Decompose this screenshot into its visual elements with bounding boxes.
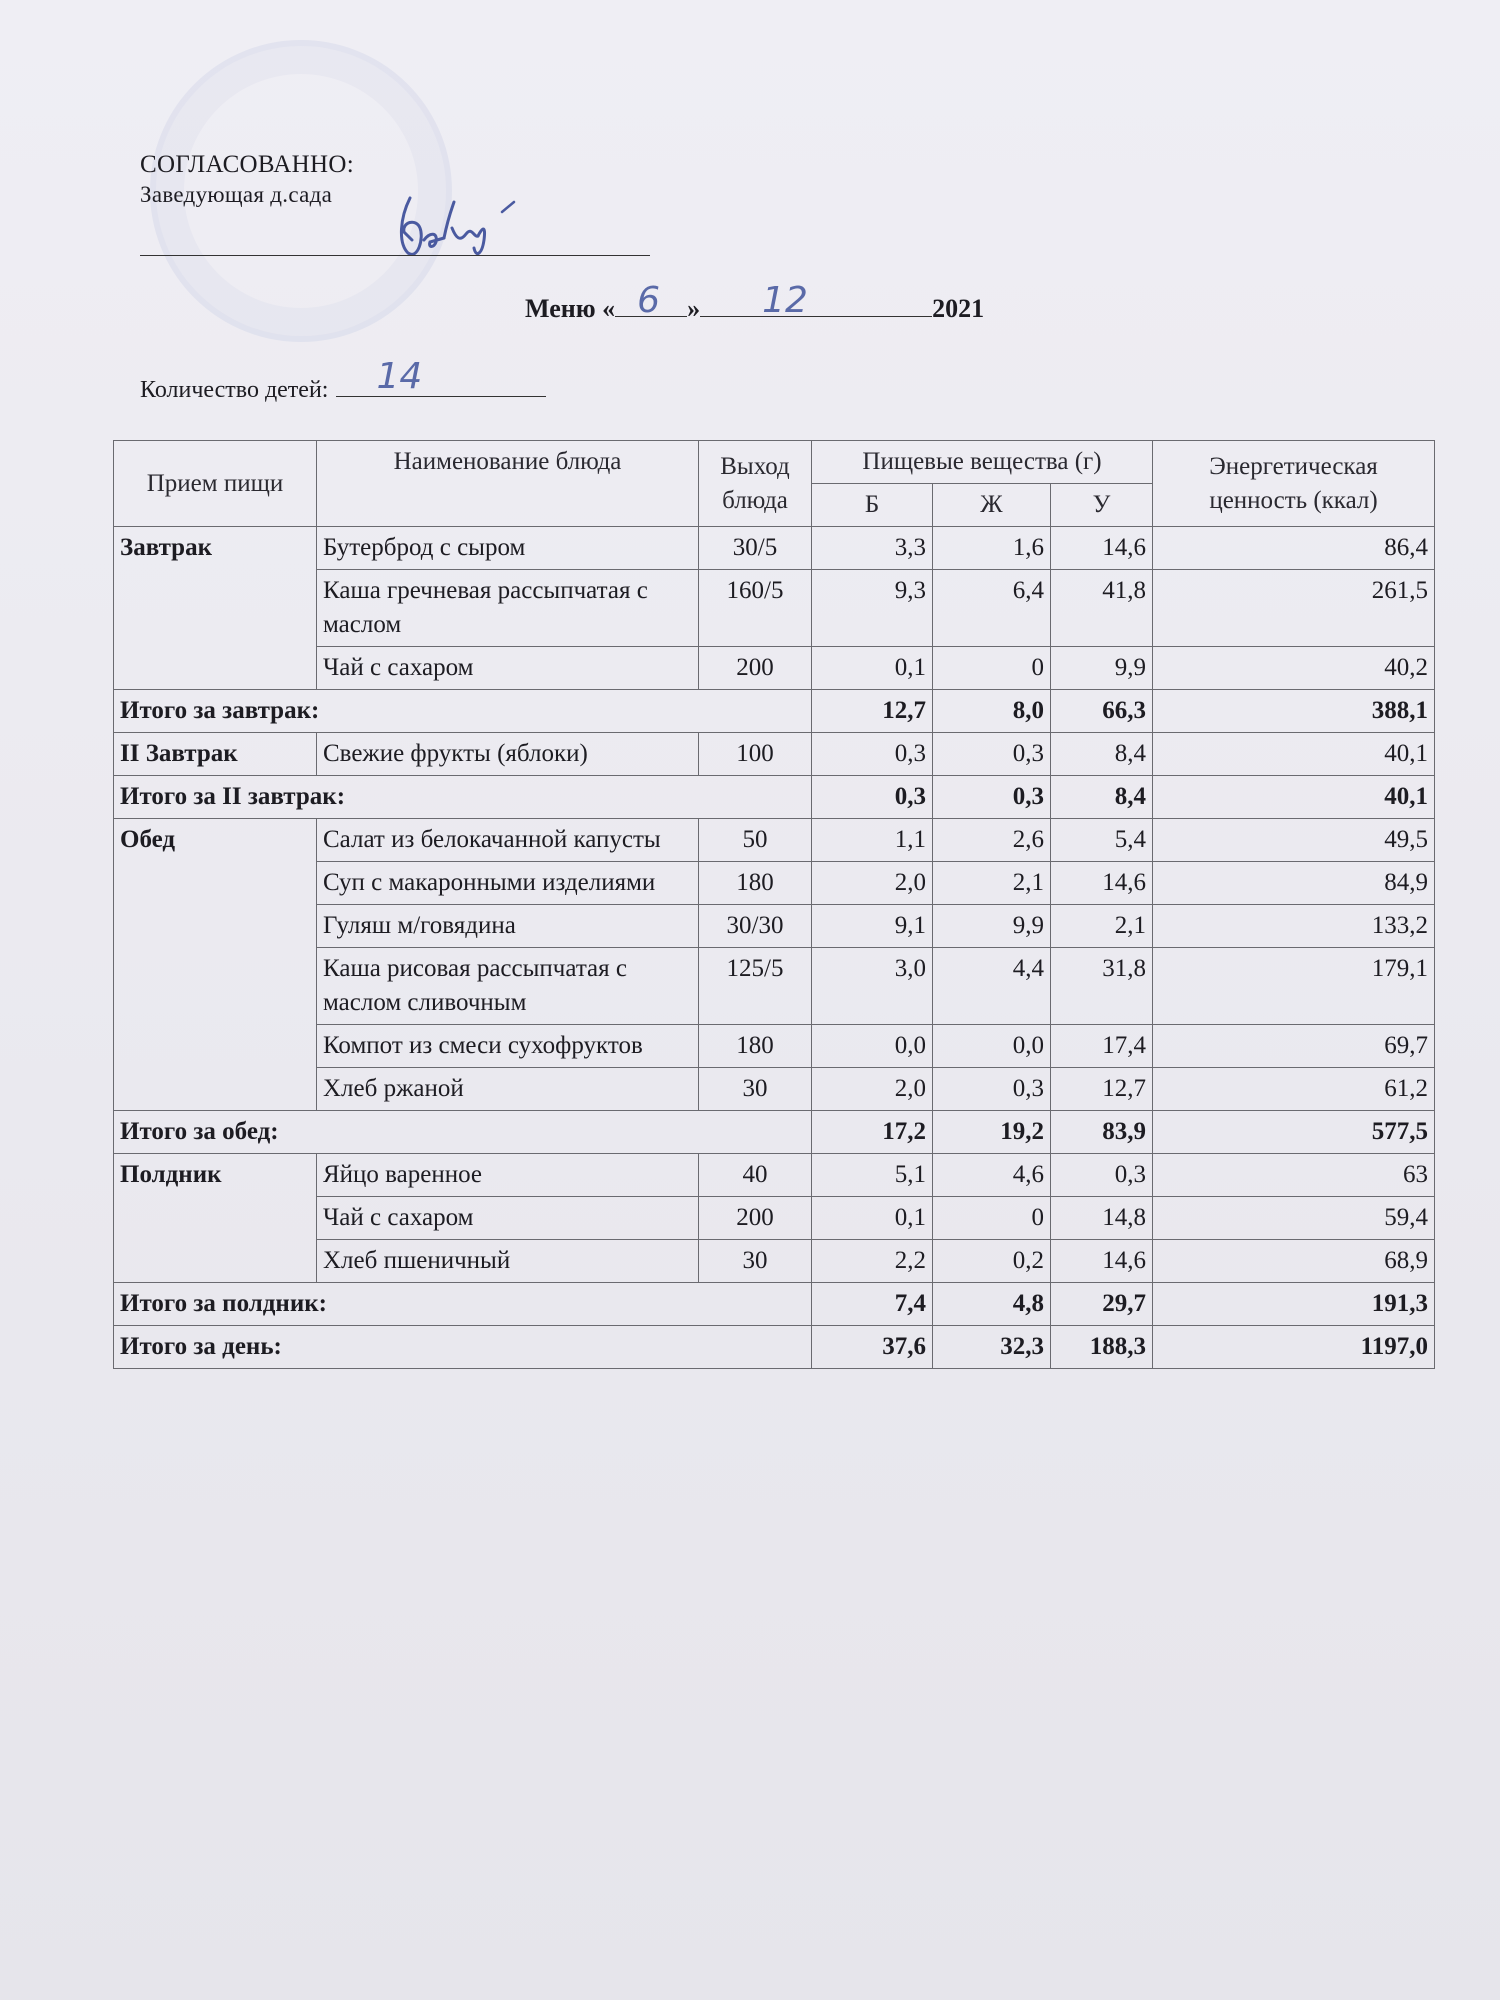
total-b: 12,7 xyxy=(812,690,933,733)
portion-cell: 180 xyxy=(699,862,812,905)
zh-cell: 2,6 xyxy=(933,819,1051,862)
header-row-1 xyxy=(114,441,1435,484)
signature-line xyxy=(140,255,650,256)
dish-cell: Гуляш м/говядина xyxy=(317,905,699,948)
portion-cell: 160/5 xyxy=(699,570,812,647)
total-zh: 19,2 xyxy=(933,1111,1051,1154)
dish-cell: Чай с сахаром xyxy=(317,647,699,690)
col-meal-header: Прием пищи xyxy=(114,441,317,527)
portion-cell: 100 xyxy=(699,733,812,776)
dish-cell: Бутерброд с сыром xyxy=(317,527,699,570)
kcal-cell: 133,2 xyxy=(1153,905,1435,948)
day-total-kcal: 1197,0 xyxy=(1153,1326,1435,1369)
zh-cell: 0 xyxy=(933,647,1051,690)
zh-cell: 6,4 xyxy=(933,570,1051,647)
dish-cell: Салат из белокачанной капусты xyxy=(317,819,699,862)
total-u: 8,4 xyxy=(1051,776,1153,819)
month-value: 12 xyxy=(762,280,808,321)
b-cell: 9,1 xyxy=(812,905,933,948)
dish-cell: Яйцо варенное xyxy=(317,1154,699,1197)
b-cell: 3,3 xyxy=(812,527,933,570)
kcal-cell: 68,9 xyxy=(1153,1240,1435,1283)
total-row-day xyxy=(114,1326,1435,1369)
meal-lunch: Обед xyxy=(114,819,317,1111)
zh-cell: 0,3 xyxy=(933,1068,1051,1111)
total-label: Итого за завтрак: xyxy=(114,690,812,733)
meal-snack: Полдник xyxy=(114,1154,317,1283)
dish-cell: Чай с сахаром xyxy=(317,1197,699,1240)
portion-cell: 200 xyxy=(699,1197,812,1240)
total-u: 83,9 xyxy=(1051,1111,1153,1154)
total-row-second-breakfast xyxy=(114,776,1435,819)
dish-cell: Каша рисовая рассыпчатая с маслом сливочным xyxy=(317,948,699,1025)
total-b: 17,2 xyxy=(812,1111,933,1154)
month-blank xyxy=(700,280,932,321)
b-cell: 2,0 xyxy=(812,1068,933,1111)
children-blank xyxy=(336,356,546,397)
portion-cell: 50 xyxy=(699,819,812,862)
kcal-cell: 61,2 xyxy=(1153,1068,1435,1111)
total-kcal: 40,1 xyxy=(1153,776,1435,819)
dish-cell: Каша гречневая рассыпчатая с маслом xyxy=(317,570,699,647)
u-cell: 17,4 xyxy=(1051,1025,1153,1068)
u-cell: 14,6 xyxy=(1051,862,1153,905)
dish-cell: Суп с макаронными изделиями xyxy=(317,862,699,905)
total-zh: 0,3 xyxy=(933,776,1051,819)
total-kcal: 388,1 xyxy=(1153,690,1435,733)
kcal-cell: 59,4 xyxy=(1153,1197,1435,1240)
u-cell: 41,8 xyxy=(1051,570,1153,647)
total-row-snack xyxy=(114,1283,1435,1326)
total-kcal: 191,3 xyxy=(1153,1283,1435,1326)
table-row xyxy=(114,1154,1435,1197)
title-year: 2021 xyxy=(932,294,985,323)
u-cell: 14,6 xyxy=(1051,527,1153,570)
zh-cell: 0,3 xyxy=(933,733,1051,776)
col-b-header: Б xyxy=(812,484,933,527)
dish-cell: Компот из смеси сухофруктов xyxy=(317,1025,699,1068)
zh-cell: 4,6 xyxy=(933,1154,1051,1197)
day-total-u: 188,3 xyxy=(1051,1326,1153,1369)
total-row-lunch xyxy=(114,1111,1435,1154)
b-cell: 9,3 xyxy=(812,570,933,647)
b-cell: 3,0 xyxy=(812,948,933,1025)
total-row-breakfast xyxy=(114,690,1435,733)
dish-cell: Свежие фрукты (яблоки) xyxy=(317,733,699,776)
zh-cell: 1,6 xyxy=(933,527,1051,570)
total-b: 7,4 xyxy=(812,1283,933,1326)
day-blank xyxy=(615,280,687,321)
zh-cell: 4,4 xyxy=(933,948,1051,1025)
u-cell: 14,8 xyxy=(1051,1197,1153,1240)
signature-image xyxy=(390,188,530,268)
kcal-cell: 63 xyxy=(1153,1154,1435,1197)
b-cell: 0,0 xyxy=(812,1025,933,1068)
u-cell: 31,8 xyxy=(1051,948,1153,1025)
b-cell: 0,1 xyxy=(812,647,933,690)
approved-label: СОГЛАСОВАННО: xyxy=(140,151,354,178)
kcal-cell: 86,4 xyxy=(1153,527,1435,570)
col-zh-header: Ж xyxy=(933,484,1051,527)
kcal-cell: 179,1 xyxy=(1153,948,1435,1025)
zh-cell: 0,0 xyxy=(933,1025,1051,1068)
portion-cell: 180 xyxy=(699,1025,812,1068)
total-b: 0,3 xyxy=(812,776,933,819)
position-label: Заведующая д.сада xyxy=(140,182,333,207)
dish-cell: Хлеб пшеничный xyxy=(317,1240,699,1283)
table-row xyxy=(114,733,1435,776)
meal-breakfast: Завтрак xyxy=(114,527,317,690)
zh-cell: 0,2 xyxy=(933,1240,1051,1283)
b-cell: 0,1 xyxy=(812,1197,933,1240)
col-dish-header: Наименование блюда xyxy=(317,441,699,527)
total-label: Итого за полдник: xyxy=(114,1283,812,1326)
b-cell: 0,3 xyxy=(812,733,933,776)
children-label: Количество детей: xyxy=(140,377,329,403)
portion-cell: 40 xyxy=(699,1154,812,1197)
title-prefix: Меню « xyxy=(525,294,616,323)
zh-cell: 0 xyxy=(933,1197,1051,1240)
portion-cell: 30 xyxy=(699,1240,812,1283)
total-label: Итого за II завтрак: xyxy=(114,776,812,819)
total-label: Итого за обед: xyxy=(114,1111,812,1154)
title-middle: » xyxy=(687,294,701,323)
portion-cell: 200 xyxy=(699,647,812,690)
col-portion-header: Выход блюда xyxy=(699,441,812,527)
kcal-cell: 84,9 xyxy=(1153,862,1435,905)
kcal-cell: 40,2 xyxy=(1153,647,1435,690)
kcal-cell: 49,5 xyxy=(1153,819,1435,862)
col-energy-header: Энергетическая ценность (ккал) xyxy=(1153,441,1435,527)
u-cell: 5,4 xyxy=(1051,819,1153,862)
b-cell: 1,1 xyxy=(812,819,933,862)
children-count: 14 xyxy=(376,356,423,397)
table-row xyxy=(114,527,1435,570)
col-u-header: У xyxy=(1051,484,1153,527)
total-u: 66,3 xyxy=(1051,690,1153,733)
approval-block xyxy=(140,150,354,210)
col-nutrients-header: Пищевые вещества (г) xyxy=(812,441,1153,484)
kcal-cell: 261,5 xyxy=(1153,570,1435,647)
b-cell: 2,2 xyxy=(812,1240,933,1283)
day-total-b: 37,6 xyxy=(812,1326,933,1369)
children-count-row xyxy=(140,356,546,404)
day-value: 6 xyxy=(637,280,660,321)
table-row xyxy=(114,819,1435,862)
menu-table xyxy=(113,440,1435,1369)
u-cell: 14,6 xyxy=(1051,1240,1153,1283)
portion-cell: 30/5 xyxy=(699,527,812,570)
meal-second-breakfast: II Завтрак xyxy=(114,733,317,776)
u-cell: 0,3 xyxy=(1051,1154,1153,1197)
total-zh: 4,8 xyxy=(933,1283,1051,1326)
kcal-cell: 40,1 xyxy=(1153,733,1435,776)
day-total-label: Итого за день: xyxy=(114,1326,812,1369)
u-cell: 2,1 xyxy=(1051,905,1153,948)
b-cell: 2,0 xyxy=(812,862,933,905)
u-cell: 8,4 xyxy=(1051,733,1153,776)
zh-cell: 2,1 xyxy=(933,862,1051,905)
total-zh: 8,0 xyxy=(933,690,1051,733)
total-kcal: 577,5 xyxy=(1153,1111,1435,1154)
b-cell: 5,1 xyxy=(812,1154,933,1197)
kcal-cell: 69,7 xyxy=(1153,1025,1435,1068)
menu-title xyxy=(525,280,985,324)
portion-cell: 125/5 xyxy=(699,948,812,1025)
portion-cell: 30 xyxy=(699,1068,812,1111)
portion-cell: 30/30 xyxy=(699,905,812,948)
u-cell: 9,9 xyxy=(1051,647,1153,690)
day-total-zh: 32,3 xyxy=(933,1326,1051,1369)
u-cell: 12,7 xyxy=(1051,1068,1153,1111)
total-u: 29,7 xyxy=(1051,1283,1153,1326)
dish-cell: Хлеб ржаной xyxy=(317,1068,699,1111)
zh-cell: 9,9 xyxy=(933,905,1051,948)
